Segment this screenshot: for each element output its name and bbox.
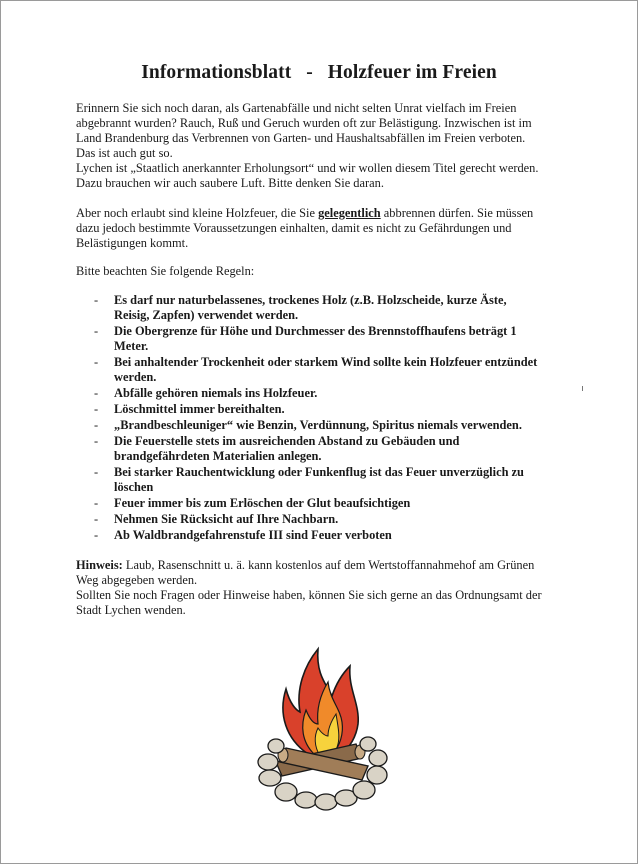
campfire-illustration — [256, 644, 390, 812]
intro-line: Erinnern Sie sich noch daran, als Gartenabfälle und nicht selten Unrat vielfach im Freien — [76, 101, 517, 115]
hint-paragraph — [76, 558, 576, 618]
rule-text: Ab Waldbrandgefahrenstufe III sind Feuer verboten — [114, 528, 392, 542]
flame-icon — [283, 649, 358, 758]
rule-text: brandgefährdeten Materialien anlegen. — [114, 449, 322, 463]
allowed-line: dazu jedoch bestimmte Voraussetzungen einhalten, damit es nicht zu Gefährdungen und — [76, 221, 512, 235]
allowed-emphasis: gelegentlich — [318, 206, 381, 220]
rule-item — [76, 465, 576, 495]
bullet-dash: - — [94, 434, 99, 448]
bullet-dash: - — [94, 402, 99, 416]
rule-text: Die Feuerstelle stets im ausreichenden Abstand zu Gebäuden und — [114, 434, 460, 448]
bullet-dash: - — [94, 528, 99, 542]
rule-text: Bei starker Rauchentwicklung oder Funkenflug ist das Feuer unverzüglich zu — [114, 465, 524, 479]
bullet-dash: - — [94, 465, 99, 479]
hint-line: Sollten Sie noch Fragen oder Hinweise haben, können Sie sich gerne an das Ordnungsamt der — [76, 588, 542, 602]
bullet-dash: - — [94, 418, 99, 432]
intro-line: Das ist auch gut so. — [76, 146, 173, 160]
rule-item — [76, 293, 576, 323]
hint-line — [76, 558, 576, 573]
allowed-text: Aber noch erlaubt sind kleine Holzfeuer, die Sie — [76, 206, 319, 220]
allowed-paragraph — [76, 206, 576, 251]
rule-text: Es darf nur naturbelassenes, trockenes Holz (z.B. Holzscheide, kurze Äste, — [114, 293, 507, 307]
bullet-dash: - — [94, 324, 99, 338]
scan-mark — [582, 386, 583, 391]
bullet-dash: - — [94, 293, 99, 307]
rules-intro: Bitte beachten Sie folgende Regeln: — [76, 264, 255, 278]
rule-item — [76, 355, 576, 385]
rules-list — [76, 293, 576, 544]
hint-label: Hinweis: — [76, 558, 123, 572]
rule-text: Reisig, Zapfen) verwendet werden. — [114, 308, 299, 322]
rule-text: Die Obergrenze für Höhe und Durchmesser des Brennstoffhaufens beträgt 1 — [114, 324, 517, 338]
rule-text: werden. — [114, 370, 157, 384]
rule-item — [76, 386, 576, 401]
hint-line: Weg abgegeben werden. — [76, 573, 198, 587]
allowed-line — [76, 206, 576, 221]
intro-line: Land Brandenburg das Verbrennen von Garten- und Haushaltsabfällen im Freien verboten. — [76, 131, 526, 145]
bullet-dash: - — [94, 355, 99, 369]
hint-line: Stadt Lychen wenden. — [76, 603, 186, 617]
rule-text: Löschmittel immer bereithalten. — [114, 402, 285, 416]
rule-item — [76, 418, 576, 433]
hint-text: Laub, Rasenschnitt u. ä. kann kostenlos auf dem Wertstoffannahmehof am Grünen — [122, 558, 535, 572]
rule-text: Bei anhaltender Trockenheit oder starkem Wind sollte kein Holzfeuer entzündet — [114, 355, 538, 369]
rule-item — [76, 324, 576, 354]
rule-text: Meter. — [114, 339, 149, 353]
bullet-dash: - — [94, 496, 99, 510]
bullet-dash: - — [94, 512, 99, 526]
rule-text: löschen — [114, 480, 154, 494]
rule-item — [76, 434, 576, 464]
rule-item — [76, 512, 576, 527]
allowed-text: abbrennen dürfen. Sie müssen — [380, 206, 534, 220]
rule-text: Feuer immer bis zum Erlöschen der Glut beaufsichtigen — [114, 496, 411, 510]
bullet-dash: - — [94, 386, 99, 400]
rule-item — [76, 496, 576, 511]
rule-item — [76, 402, 576, 417]
page-title: Informationsblatt - Holzfeuer im Freien — [141, 62, 497, 83]
rule-text: Nehmen Sie Rücksicht auf Ihre Nachbarn. — [114, 512, 339, 526]
intro-line: Dazu brauchen wir auch saubere Luft. Bitte denken Sie daran. — [76, 176, 384, 190]
intro-line: Lychen ist „Staatlich anerkannter Erholungsort“ und wir wollen diesem Titel gerecht werden. — [76, 161, 539, 175]
intro-line: abgebrannt wurden? Rauch, Ruß und Geruch wurden oft zur Belästigung. Inzwischen ist im — [76, 116, 532, 130]
rule-text: Abfälle gehören niemals ins Holzfeuer. — [114, 386, 318, 400]
rule-item — [76, 528, 576, 543]
rule-text: „Brandbeschleuniger“ wie Benzin, Verdünnung, Spiritus niemals verwenden. — [114, 418, 522, 432]
allowed-line: Belästigungen kommt. — [76, 236, 189, 250]
intro-paragraph — [76, 101, 576, 191]
